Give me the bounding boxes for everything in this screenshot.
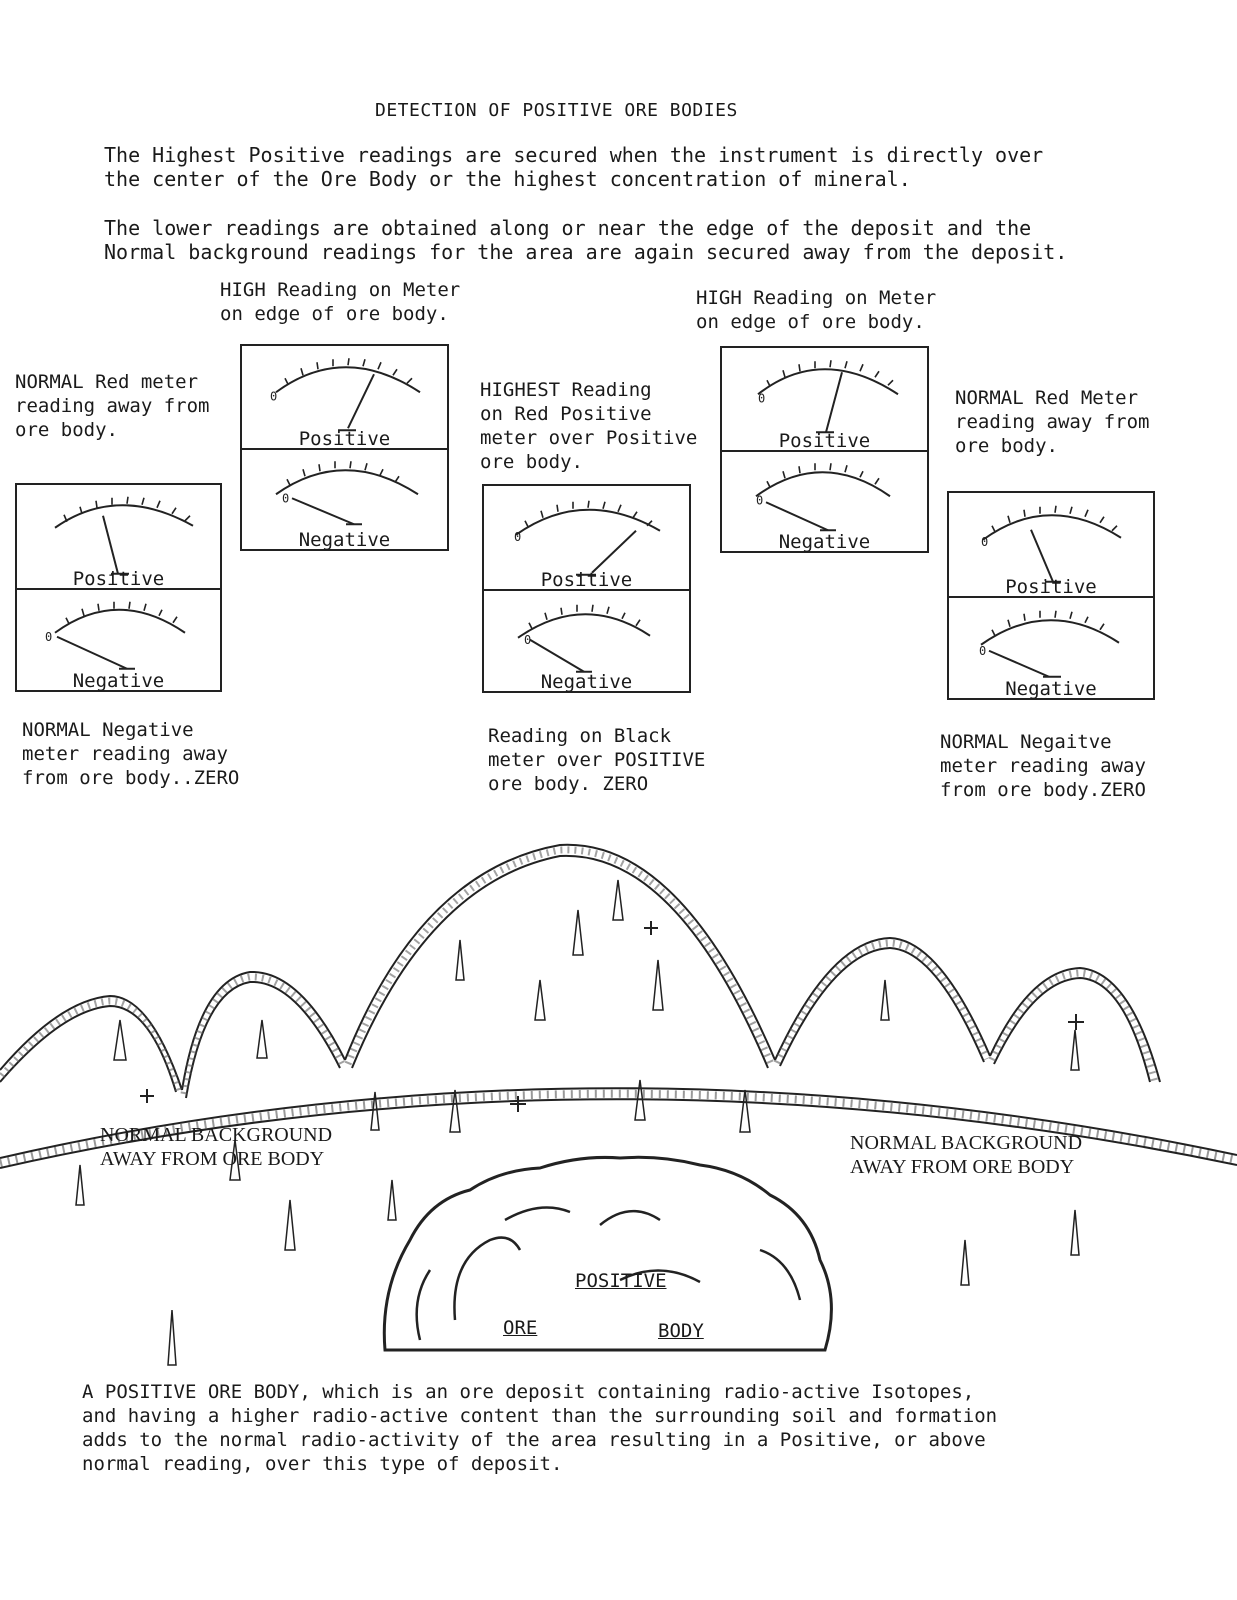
ore-label-ore: ORE (503, 1317, 538, 1339)
footer-text (82, 1380, 997, 1476)
positive-label: Positive (298, 427, 391, 450)
positive-meter (242, 346, 447, 450)
intro-line-2: the center of the Ore Body or the highest concentration of mineral. (104, 167, 911, 191)
caption-neg-right-2: meter reading away (940, 755, 1146, 777)
caption-high-left-2: on edge of ore body. (220, 303, 449, 325)
negative-label: Negative (72, 670, 165, 692)
negative-meter (17, 588, 220, 691)
svg-text:0: 0 (514, 529, 522, 544)
caption-neg-left-3: from ore body..ZERO (22, 767, 240, 789)
negative-label: Negative (1005, 678, 1097, 700)
svg-text:0: 0 (756, 492, 764, 507)
svg-text:0: 0 (270, 389, 278, 404)
caption-normal-right-2: reading away from (955, 411, 1150, 433)
positive-meter (722, 348, 927, 452)
positive-meter (949, 493, 1153, 598)
positive-label: Positive (1005, 575, 1097, 598)
meter-high-right (720, 346, 929, 553)
svg-text:0: 0 (45, 629, 53, 644)
footer-line-2: and having a higher radio-active content than the surrounding soil and formation (82, 1405, 998, 1427)
caption-highest-1: HIGHEST Reading (480, 379, 652, 401)
svg-text:0: 0 (282, 490, 290, 505)
negative-label: Negative (778, 531, 871, 553)
ore-label-body: BODY (658, 1320, 704, 1342)
caption-normal-left-3: ore body. (15, 419, 118, 441)
footer-line-4: normal reading, over this type of deposit. (82, 1453, 563, 1475)
footer-line-3: adds to the normal radio-activity of the area resulting in a Positive, or above (82, 1429, 986, 1451)
negative-meter (949, 596, 1153, 699)
intro-line-3: The lower readings are obtained along or near the edge of the deposit and the (104, 216, 1032, 240)
ore-label-positive: POSITIVE (575, 1270, 667, 1292)
intro-line-1: The Highest Positive readings are secured when the instrument is directly over (104, 143, 1044, 167)
background-label-right-2: AWAY FROM ORE BODY (850, 1156, 1075, 1178)
meter-high-left (240, 344, 449, 551)
caption-neg-right-1: NORMAL Negaitve (940, 731, 1112, 753)
positive-meter (17, 485, 220, 590)
negative-meter (242, 448, 447, 550)
intro-line-4: Normal background readings for the area are again secured away from the deposit. (104, 240, 1068, 264)
caption-neg-right-3: from ore body.ZERO (940, 779, 1146, 801)
negative-meter (722, 450, 927, 552)
caption-high-right-2: on edge of ore body. (696, 311, 925, 333)
negative-label: Negative (540, 671, 633, 693)
caption-highest-3: meter over Positive (480, 427, 698, 449)
background-label-right-1: NORMAL BACKGROUND (850, 1132, 1083, 1154)
caption-black-center-3: ore body. ZERO (488, 773, 649, 795)
caption-normal-left-2: reading away from (15, 395, 210, 417)
svg-text:0: 0 (979, 643, 987, 658)
background-label-left-2: AWAY FROM ORE BODY (100, 1148, 325, 1170)
positive-label: Positive (540, 568, 633, 591)
caption-high-right-1: HIGH Reading on Meter (696, 287, 937, 309)
positive-label: Positive (778, 429, 871, 452)
meter-highest-center (482, 484, 691, 693)
svg-text:0: 0 (758, 391, 766, 406)
svg-text:0: 0 (524, 632, 532, 647)
negative-label: Negative (298, 529, 391, 551)
caption-black-center-1: Reading on Black (488, 725, 672, 747)
caption-normal-right-1: NORMAL Red Meter (955, 387, 1139, 409)
background-label-left-1: NORMAL BACKGROUND (100, 1124, 333, 1146)
caption-highest-4: ore body. (480, 451, 583, 473)
caption-normal-right-3: ore body. (955, 435, 1058, 457)
caption-neg-left-1: NORMAL Negative (22, 719, 194, 741)
page-title: DETECTION OF POSITIVE ORE BODIES (375, 100, 738, 121)
caption-highest-2: on Red Positive (480, 403, 652, 425)
caption-high-left-1: HIGH Reading on Meter (220, 279, 461, 301)
caption-neg-left-2: meter reading away (22, 743, 228, 765)
footer-line-1: A POSITIVE ORE BODY, which is an ore deposit containing radio-active Isotopes, (82, 1381, 975, 1403)
positive-label: Positive (72, 567, 165, 590)
svg-text:0: 0 (981, 534, 989, 549)
positive-meter (484, 486, 689, 591)
caption-black-center-2: meter over POSITIVE (488, 749, 706, 771)
terrain-diagram (0, 820, 1237, 1400)
negative-meter (484, 589, 689, 692)
radiation-curve-icon (0, 820, 1237, 1400)
caption-normal-left-1: NORMAL Red meter (15, 371, 199, 393)
meter-normal-left (15, 483, 222, 692)
meter-normal-right (947, 491, 1155, 700)
